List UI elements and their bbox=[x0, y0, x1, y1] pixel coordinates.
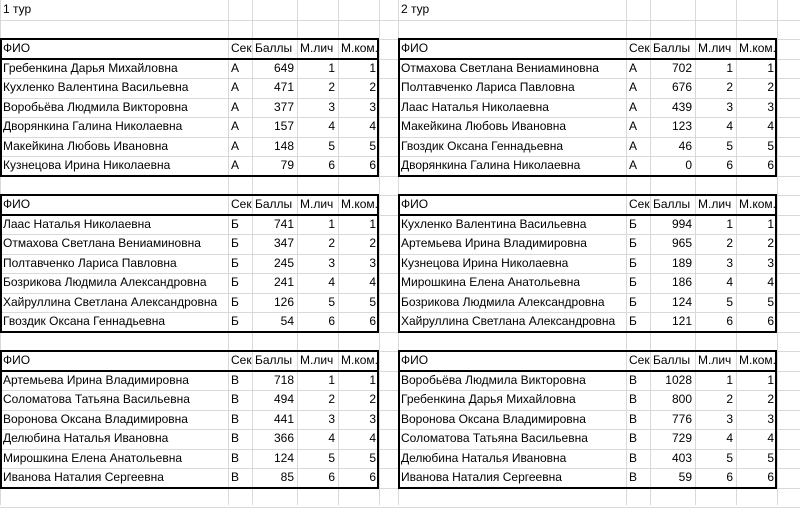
cell-place-team[interactable]: 2 bbox=[369, 392, 376, 406]
cell-fio[interactable]: Дворянкина Галина Николаевна bbox=[401, 158, 581, 172]
cell-section[interactable]: В bbox=[629, 412, 638, 426]
cell-score[interactable]: 59 bbox=[678, 470, 692, 484]
cell-place-personal[interactable]: 4 bbox=[328, 119, 335, 133]
cell-score[interactable]: 649 bbox=[273, 61, 294, 75]
cell-section[interactable]: А bbox=[629, 61, 638, 75]
cell-score[interactable]: 1028 bbox=[665, 373, 692, 387]
column-header-place-team[interactable]: М.ком. bbox=[341, 353, 378, 367]
column-header-score[interactable]: Баллы bbox=[653, 353, 691, 367]
cell-score[interactable]: 79 bbox=[280, 158, 294, 172]
cell-fio[interactable]: Гребенкина Дарья Михайловна bbox=[3, 61, 178, 75]
cell-section[interactable]: Б bbox=[629, 295, 637, 309]
column-header-place-personal[interactable]: М.лич bbox=[698, 41, 732, 55]
cell-section[interactable]: В bbox=[629, 451, 638, 465]
cell-place-team[interactable]: 3 bbox=[767, 256, 774, 270]
cell-score[interactable]: 124 bbox=[671, 295, 692, 309]
cell-score[interactable]: 148 bbox=[273, 139, 294, 153]
column-header-fio[interactable]: ФИО bbox=[401, 197, 429, 211]
cell-place-team[interactable]: 4 bbox=[767, 119, 774, 133]
cell-place-team[interactable]: 4 bbox=[369, 431, 376, 445]
cell-place-personal[interactable]: 2 bbox=[328, 392, 335, 406]
cell-fio[interactable]: Бозрикова Людмила Александровна bbox=[3, 275, 207, 289]
round-title[interactable]: 2 тур bbox=[401, 2, 430, 16]
cell-score[interactable]: 702 bbox=[671, 61, 692, 75]
cell-place-personal[interactable]: 4 bbox=[726, 119, 733, 133]
cell-place-team[interactable]: 2 bbox=[369, 80, 376, 94]
cell-section[interactable]: Б bbox=[629, 314, 637, 328]
cell-place-personal[interactable]: 1 bbox=[726, 217, 733, 231]
cell-place-personal[interactable]: 4 bbox=[328, 431, 335, 445]
column-header-fio[interactable]: ФИО bbox=[401, 353, 429, 367]
cell-place-personal[interactable]: 6 bbox=[726, 470, 733, 484]
cell-score[interactable]: 123 bbox=[671, 119, 692, 133]
cell-place-personal[interactable]: 2 bbox=[726, 392, 733, 406]
column-header-section[interactable]: Сек bbox=[231, 353, 252, 367]
cell-section[interactable]: В bbox=[629, 392, 638, 406]
cell-fio[interactable]: Хайруллина Светлана Александровна bbox=[3, 295, 218, 309]
cell-place-team[interactable]: 1 bbox=[767, 61, 774, 75]
column-header-fio[interactable]: ФИО bbox=[3, 41, 31, 55]
cell-score[interactable]: 439 bbox=[671, 100, 692, 114]
cell-section[interactable]: Б bbox=[629, 236, 637, 250]
cell-fio[interactable]: Мирошкина Елена Анатольевна bbox=[401, 275, 580, 289]
cell-section[interactable]: А bbox=[629, 158, 638, 172]
cell-fio[interactable]: Полтавченко Лариса Павловна bbox=[3, 256, 177, 270]
cell-fio[interactable]: Делюбина Наталья Ивановна bbox=[401, 451, 567, 465]
cell-fio[interactable]: Отмахова Светлана Вениаминовна bbox=[3, 236, 201, 250]
cell-section[interactable]: Б bbox=[231, 217, 239, 231]
cell-section[interactable]: А bbox=[231, 100, 240, 114]
cell-place-personal[interactable]: 4 bbox=[726, 275, 733, 289]
cell-place-personal[interactable]: 6 bbox=[328, 158, 335, 172]
cell-place-team[interactable]: 3 bbox=[369, 100, 376, 114]
column-header-fio[interactable]: ФИО bbox=[3, 197, 31, 211]
round-title[interactable]: 1 тур bbox=[3, 2, 32, 16]
cell-place-personal[interactable]: 6 bbox=[726, 314, 733, 328]
cell-score[interactable]: 0 bbox=[685, 158, 692, 172]
column-header-fio[interactable]: ФИО bbox=[3, 353, 31, 367]
cell-section[interactable]: Б bbox=[629, 217, 637, 231]
cell-section[interactable]: Б bbox=[231, 275, 239, 289]
cell-place-personal[interactable]: 3 bbox=[726, 412, 733, 426]
cell-fio[interactable]: Лаас Наталья Николаевна bbox=[3, 217, 151, 231]
cell-place-personal[interactable]: 6 bbox=[726, 158, 733, 172]
cell-place-team[interactable]: 2 bbox=[767, 236, 774, 250]
column-header-section[interactable]: Сек bbox=[629, 353, 650, 367]
cell-section[interactable]: А bbox=[629, 119, 638, 133]
cell-score[interactable]: 776 bbox=[671, 412, 692, 426]
cell-section[interactable]: В bbox=[231, 431, 240, 445]
cell-place-team[interactable]: 5 bbox=[369, 451, 376, 465]
cell-fio[interactable]: Отмахова Светлана Вениаминовна bbox=[401, 61, 599, 75]
column-header-score[interactable]: Баллы bbox=[653, 197, 691, 211]
cell-place-personal[interactable]: 2 bbox=[328, 236, 335, 250]
cell-fio[interactable]: Дворянкина Галина Николаевна bbox=[3, 119, 183, 133]
cell-place-personal[interactable]: 5 bbox=[328, 295, 335, 309]
cell-score[interactable]: 366 bbox=[273, 431, 294, 445]
cell-place-team[interactable]: 4 bbox=[369, 119, 376, 133]
column-header-score[interactable]: Баллы bbox=[255, 353, 293, 367]
cell-fio[interactable]: Лаас Наталья Николаевна bbox=[401, 100, 549, 114]
column-header-score[interactable]: Баллы bbox=[255, 41, 293, 55]
column-header-place-team[interactable]: М.ком. bbox=[341, 197, 378, 211]
cell-section[interactable]: А bbox=[231, 61, 240, 75]
cell-section[interactable]: А bbox=[231, 139, 240, 153]
cell-place-team[interactable]: 6 bbox=[369, 470, 376, 484]
column-header-place-team[interactable]: М.ком. bbox=[739, 41, 776, 55]
cell-section[interactable]: Б bbox=[629, 256, 637, 270]
cell-score[interactable]: 965 bbox=[671, 236, 692, 250]
cell-place-team[interactable]: 1 bbox=[767, 217, 774, 231]
column-header-section[interactable]: Сек bbox=[231, 197, 252, 211]
cell-place-personal[interactable]: 5 bbox=[726, 451, 733, 465]
cell-section[interactable]: Б bbox=[231, 236, 239, 250]
column-header-place-personal[interactable]: М.лич bbox=[300, 41, 334, 55]
cell-score[interactable]: 121 bbox=[671, 314, 692, 328]
cell-fio[interactable]: Соломатова Татьяна Васильевна bbox=[401, 431, 588, 445]
cell-place-personal[interactable]: 3 bbox=[726, 100, 733, 114]
column-header-section[interactable]: Сек bbox=[629, 41, 650, 55]
cell-score[interactable]: 471 bbox=[273, 80, 294, 94]
cell-fio[interactable]: Иванова Наталия Сергеевна bbox=[401, 470, 562, 484]
cell-place-team[interactable]: 1 bbox=[767, 373, 774, 387]
cell-fio[interactable]: Иванова Наталия Сергеевна bbox=[3, 470, 164, 484]
cell-fio[interactable]: Хайруллина Светлана Александровна bbox=[401, 314, 616, 328]
column-header-place-personal[interactable]: М.лич bbox=[300, 197, 334, 211]
column-header-place-personal[interactable]: М.лич bbox=[698, 197, 732, 211]
cell-fio[interactable]: Кузнецова Ирина Николаевна bbox=[401, 256, 569, 270]
cell-place-team[interactable]: 4 bbox=[767, 431, 774, 445]
cell-section[interactable]: В bbox=[629, 470, 638, 484]
cell-score[interactable]: 377 bbox=[273, 100, 294, 114]
cell-place-personal[interactable]: 5 bbox=[726, 139, 733, 153]
cell-fio[interactable]: Кухленко Валентина Васильевна bbox=[3, 80, 189, 94]
cell-place-team[interactable]: 5 bbox=[767, 139, 774, 153]
cell-score[interactable]: 124 bbox=[273, 451, 294, 465]
cell-fio[interactable]: Гвоздик Оксана Геннадьевна bbox=[3, 314, 166, 328]
cell-place-team[interactable]: 4 bbox=[767, 275, 774, 289]
cell-place-personal[interactable]: 2 bbox=[328, 80, 335, 94]
cell-score[interactable]: 729 bbox=[671, 431, 692, 445]
cell-fio[interactable]: Кузнецова Ирина Николаевна bbox=[3, 158, 171, 172]
gridline-horizontal bbox=[0, 20, 800, 21]
cell-place-team[interactable]: 5 bbox=[369, 295, 376, 309]
cell-place-personal[interactable]: 1 bbox=[328, 217, 335, 231]
cell-place-team[interactable]: 2 bbox=[767, 392, 774, 406]
cell-fio[interactable]: Воробьёва Людмила Викторовна bbox=[401, 373, 586, 387]
cell-fio[interactable]: Мирошкина Елена Анатольевна bbox=[3, 451, 182, 465]
cell-place-team[interactable]: 6 bbox=[767, 158, 774, 172]
cell-place-team[interactable]: 3 bbox=[369, 256, 376, 270]
cell-place-team[interactable]: 6 bbox=[369, 158, 376, 172]
cell-section[interactable]: Б bbox=[629, 275, 637, 289]
cell-score[interactable]: 800 bbox=[671, 392, 692, 406]
cell-place-team[interactable]: 6 bbox=[767, 314, 774, 328]
cell-fio[interactable]: Макейкина Любовь Ивановна bbox=[401, 119, 567, 133]
cell-place-personal[interactable]: 1 bbox=[726, 61, 733, 75]
cell-fio[interactable]: Полтавченко Лариса Павловна bbox=[401, 80, 575, 94]
cell-place-personal[interactable]: 3 bbox=[328, 256, 335, 270]
cell-place-team[interactable]: 1 bbox=[369, 217, 376, 231]
cell-score[interactable]: 241 bbox=[273, 275, 294, 289]
cell-place-personal[interactable]: 6 bbox=[328, 314, 335, 328]
cell-section[interactable]: В bbox=[629, 373, 638, 387]
cell-fio[interactable]: Артемьева Ирина Владимировна bbox=[401, 236, 587, 250]
cell-fio[interactable]: Воробьёва Людмила Викторовна bbox=[3, 100, 188, 114]
cell-score[interactable]: 718 bbox=[273, 373, 294, 387]
cell-score[interactable]: 676 bbox=[671, 80, 692, 94]
cell-place-personal[interactable]: 4 bbox=[328, 275, 335, 289]
cell-fio[interactable]: Делюбина Наталья Ивановна bbox=[3, 431, 169, 445]
cell-section[interactable]: А bbox=[231, 158, 240, 172]
cell-section[interactable]: Б bbox=[231, 314, 239, 328]
cell-place-team[interactable]: 3 bbox=[767, 412, 774, 426]
cell-section[interactable]: В bbox=[231, 392, 240, 406]
cell-fio[interactable]: Воронова Оксана Владимировна bbox=[3, 412, 188, 426]
cell-score[interactable]: 741 bbox=[273, 217, 294, 231]
cell-section[interactable]: В bbox=[231, 373, 240, 387]
column-header-fio[interactable]: ФИО bbox=[401, 41, 429, 55]
cell-place-personal[interactable]: 4 bbox=[726, 431, 733, 445]
cell-score[interactable]: 494 bbox=[273, 392, 294, 406]
cell-fio[interactable]: Соломатова Татьяна Васильевна bbox=[3, 392, 190, 406]
cell-section[interactable]: А bbox=[629, 100, 638, 114]
cell-score[interactable]: 441 bbox=[273, 412, 294, 426]
cell-score[interactable]: 994 bbox=[671, 217, 692, 231]
cell-section[interactable]: А bbox=[231, 119, 240, 133]
cell-score[interactable]: 189 bbox=[671, 256, 692, 270]
cell-fio[interactable]: Кухленко Валентина Васильевна bbox=[401, 217, 587, 231]
cell-place-personal[interactable]: 1 bbox=[328, 373, 335, 387]
cell-fio[interactable]: Гвоздик Оксана Геннадьевна bbox=[401, 139, 564, 153]
cell-place-team[interactable]: 6 bbox=[369, 314, 376, 328]
gridline-horizontal bbox=[0, 488, 800, 489]
cell-place-team[interactable]: 5 bbox=[369, 139, 376, 153]
cell-place-team[interactable]: 5 bbox=[767, 295, 774, 309]
column-header-place-personal[interactable]: М.лич bbox=[698, 353, 732, 367]
cell-place-personal[interactable]: 1 bbox=[726, 373, 733, 387]
cell-score[interactable]: 46 bbox=[678, 139, 692, 153]
cell-place-personal[interactable]: 5 bbox=[328, 139, 335, 153]
column-header-score[interactable]: Баллы bbox=[653, 41, 691, 55]
cell-place-team[interactable]: 3 bbox=[767, 100, 774, 114]
cell-place-team[interactable]: 6 bbox=[767, 470, 774, 484]
cell-place-team[interactable]: 5 bbox=[767, 451, 774, 465]
cell-fio[interactable]: Воронова Оксана Владимировна bbox=[401, 412, 586, 426]
cell-score[interactable]: 157 bbox=[273, 119, 294, 133]
cell-score[interactable]: 85 bbox=[280, 470, 294, 484]
cell-place-team[interactable]: 4 bbox=[369, 275, 376, 289]
cell-score[interactable]: 126 bbox=[273, 295, 294, 309]
cell-section[interactable]: А bbox=[231, 80, 240, 94]
cell-place-personal[interactable]: 5 bbox=[726, 295, 733, 309]
cell-place-team[interactable]: 1 bbox=[369, 373, 376, 387]
cell-section[interactable]: В bbox=[231, 470, 240, 484]
cell-place-personal[interactable]: 3 bbox=[328, 100, 335, 114]
column-header-section[interactable]: Сек bbox=[231, 41, 252, 55]
cell-place-personal[interactable]: 3 bbox=[328, 412, 335, 426]
column-header-place-personal[interactable]: М.лич bbox=[300, 353, 334, 367]
cell-fio[interactable]: Макейкина Любовь Ивановна bbox=[3, 139, 169, 153]
cell-place-personal[interactable]: 1 bbox=[328, 61, 335, 75]
cell-score[interactable]: 54 bbox=[280, 314, 294, 328]
cell-place-team[interactable]: 1 bbox=[369, 61, 376, 75]
cell-place-personal[interactable]: 2 bbox=[726, 80, 733, 94]
column-header-section[interactable]: Сек bbox=[629, 197, 650, 211]
column-header-score[interactable]: Баллы bbox=[255, 197, 293, 211]
cell-fio[interactable]: Артемьева Ирина Владимировна bbox=[3, 373, 189, 387]
cell-place-personal[interactable]: 3 bbox=[726, 256, 733, 270]
cell-place-personal[interactable]: 2 bbox=[726, 236, 733, 250]
cell-section[interactable]: А bbox=[629, 80, 638, 94]
cell-score[interactable]: 403 bbox=[671, 451, 692, 465]
column-header-place-team[interactable]: М.ком. bbox=[739, 197, 776, 211]
cell-place-team[interactable]: 2 bbox=[767, 80, 774, 94]
cell-section[interactable]: Б bbox=[231, 256, 239, 270]
cell-section[interactable]: В bbox=[231, 412, 240, 426]
column-header-place-team[interactable]: М.ком. bbox=[341, 41, 378, 55]
cell-place-team[interactable]: 3 bbox=[369, 412, 376, 426]
cell-section[interactable]: Б bbox=[231, 295, 239, 309]
cell-section[interactable]: В bbox=[629, 431, 638, 445]
column-header-place-team[interactable]: М.ком. bbox=[739, 353, 776, 367]
cell-score[interactable]: 186 bbox=[671, 275, 692, 289]
gridline-horizontal bbox=[0, 332, 800, 333]
cell-section[interactable]: В bbox=[231, 451, 240, 465]
cell-place-personal[interactable]: 6 bbox=[328, 470, 335, 484]
gridline-horizontal bbox=[0, 176, 800, 177]
cell-fio[interactable]: Бозрикова Людмила Александровна bbox=[401, 295, 605, 309]
cell-fio[interactable]: Гребенкина Дарья Михайловна bbox=[401, 392, 576, 406]
cell-score[interactable]: 347 bbox=[273, 236, 294, 250]
cell-score[interactable]: 245 bbox=[273, 256, 294, 270]
cell-section[interactable]: А bbox=[629, 139, 638, 153]
cell-place-personal[interactable]: 5 bbox=[328, 451, 335, 465]
cell-place-team[interactable]: 2 bbox=[369, 236, 376, 250]
